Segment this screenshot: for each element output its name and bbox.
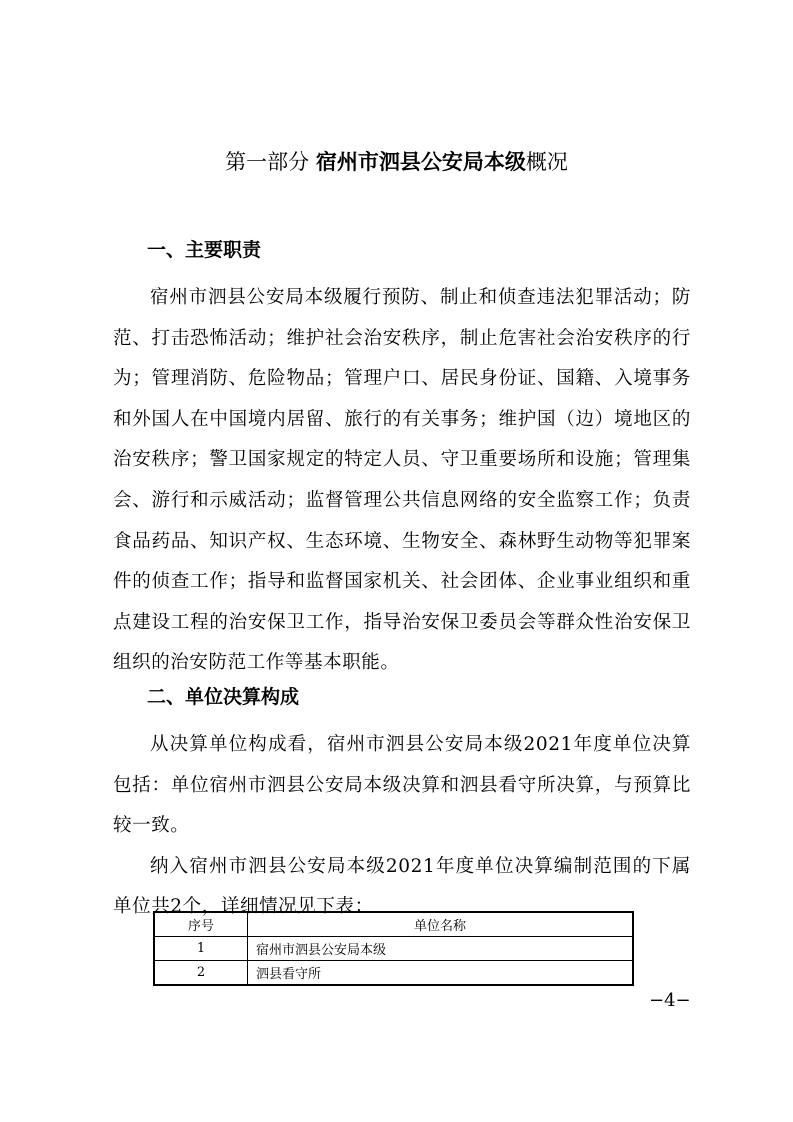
table-row — [154, 961, 633, 986]
section1-body: 宿州市泗县公安局本级履行预防、制止和侦查违法犯罪活动；防范、打击恐怖活动；维护社会治安秩序，制止危害社会治安秩序的行为；管理消防、危险物品；管理户口、居民身份证、国籍、入境事务和外国人在中国境内居留、旅行的有关事务；维护国（边）境地区的治安秩序；警卫国家规定的特定人员、守卫重要场所和设施；管理集会、游行和示威活动；监督管理公共信息网络的安全监察工作；负责食品药品、知识产权、生态环境、生物安全、森林野生动物等犯罪案件的侦查工作；指导和监督国家机关、社会团体、企业事业组织和重点建设工程的治安保卫工作，指导治安保卫委员会等群众性治安保卫组织的治安防范工作等基本职能。 — [113, 287, 691, 674]
section2-para1: 从决算单位构成看，宿州市泗县公安局本级2021年度单位决算包括：单位宿州市泗县公安局本级决算和泗县看守所决算，与预算比较一致。 — [113, 734, 691, 837]
section2-heading: 二、单位决算构成 — [147, 686, 300, 708]
cell-serial-no: 1 — [154, 937, 248, 961]
title-unit-name: 宿州市泗县公安局本级 — [315, 150, 526, 174]
cell-serial-no: 2 — [154, 961, 248, 986]
header-serial-no: 序号 — [154, 912, 248, 937]
section-main-duties — [113, 238, 691, 684]
page-number: −4− — [649, 990, 691, 1011]
header-unit-name: 单位名称 — [248, 912, 634, 937]
table-row — [154, 937, 633, 961]
section1-heading: 一、主要职责 — [147, 239, 262, 261]
section2-para2: 纳入宿州市泗县公安局本级2021年度单位决算编制范围的下属单位共2个，详细情况见下表： — [113, 855, 691, 918]
section-unit-composition — [113, 685, 691, 928]
table-header-row — [154, 912, 633, 937]
subordinate-units-table — [153, 911, 634, 986]
title-prefix: 第一部分 — [225, 150, 310, 174]
cell-unit-name: 宿州市泗县公安局本级 — [248, 937, 634, 961]
cell-unit-name: 泗县看守所 — [248, 961, 634, 986]
title-suffix: 概况 — [525, 150, 568, 174]
page-title — [0, 148, 793, 176]
